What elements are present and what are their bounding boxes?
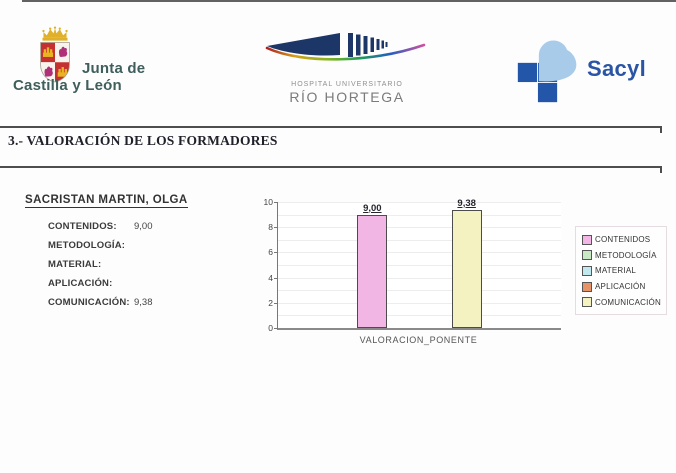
sacyl-cross-icon [516, 40, 580, 104]
chart-plot-area [277, 197, 561, 330]
chart-bar-contenidos [357, 215, 387, 328]
trainer-field-row [48, 259, 248, 278]
rule-above-title [0, 126, 662, 128]
gridline [278, 265, 561, 266]
sacyl-wordmark: Sacyl [587, 56, 646, 81]
junta-wordmark-line2: Castilla y León [13, 77, 122, 94]
gridline [278, 278, 561, 279]
field-label: METODOLOGÍA: [48, 240, 126, 251]
gridline [278, 252, 561, 253]
chart-bar-comunicación [452, 210, 482, 328]
field-label: COMUNICACIÓN: [48, 297, 130, 308]
gridline [278, 202, 561, 203]
field-value: 9,38 [134, 297, 153, 308]
trainer-name: SACRISTAN MARTIN, OLGA [25, 194, 188, 206]
gridline [278, 315, 561, 316]
y-tick-mark [274, 227, 277, 228]
section-title: 3.- VALORACIÓN DE LOS FORMADORES [8, 133, 278, 148]
y-tick-label: 2 [268, 297, 273, 308]
legend-swatch [582, 235, 592, 245]
gridline [278, 290, 561, 291]
legend-label: CONTENIDOS [595, 235, 651, 245]
field-label: APLICACIÓN: [48, 278, 113, 289]
trainer-field-row [48, 278, 248, 297]
field-label: CONTENIDOS: [48, 221, 117, 232]
y-tick-mark [274, 252, 277, 253]
scan-artifact-line [22, 0, 676, 2]
rio-hortega-mark-icon [264, 30, 430, 76]
chart-legend [575, 226, 667, 315]
bar-value-label: 9,38 [457, 197, 476, 209]
legend-label: MATERIAL [595, 266, 637, 276]
bar-value-label: 9,00 [363, 202, 382, 214]
legend-item [582, 279, 662, 295]
legend-item [582, 232, 662, 248]
legend-item [582, 294, 662, 310]
hospital-name-small: HOSPITAL UNIVERSITARIO [291, 81, 403, 88]
y-tick-mark [274, 303, 277, 304]
y-tick-label: 0 [268, 323, 273, 333]
y-tick-mark [274, 202, 277, 203]
trainer-field-row [48, 240, 248, 259]
gridline [278, 303, 561, 304]
y-tick-mark [274, 328, 277, 329]
legend-label: METODOLOGÍA [595, 250, 657, 260]
y-tick-label: 6 [268, 247, 273, 258]
chart-x-axis-label: VALORACION_PONENTE [359, 335, 478, 345]
legend-swatch [582, 297, 592, 307]
legend-item [582, 248, 662, 264]
gridline [278, 215, 561, 216]
field-value: 9,00 [134, 221, 153, 232]
rule-below-title [0, 166, 662, 168]
trainer-fields [48, 221, 248, 316]
hospital-name-large: RÍO HORTEGA [289, 89, 405, 105]
field-label: MATERIAL: [48, 259, 102, 270]
legend-label: APLICACIÓN [595, 282, 646, 292]
y-tick-label: 8 [268, 222, 273, 233]
legend-swatch [582, 282, 592, 292]
legend-item [582, 263, 662, 279]
gridline [278, 227, 561, 228]
legend-swatch [582, 266, 592, 276]
trainer-field-row [48, 297, 248, 316]
valuation-chart [250, 196, 670, 348]
y-tick-label: 10 [263, 197, 273, 207]
legend-label: COMUNICACIÓN [595, 297, 661, 307]
legend-swatch [582, 250, 592, 260]
junta-wordmark-line1: Junta de [82, 60, 146, 77]
y-tick-mark [274, 278, 277, 279]
gridline [278, 240, 561, 241]
trainer-field-row [48, 221, 248, 240]
y-tick-label: 4 [268, 272, 273, 283]
